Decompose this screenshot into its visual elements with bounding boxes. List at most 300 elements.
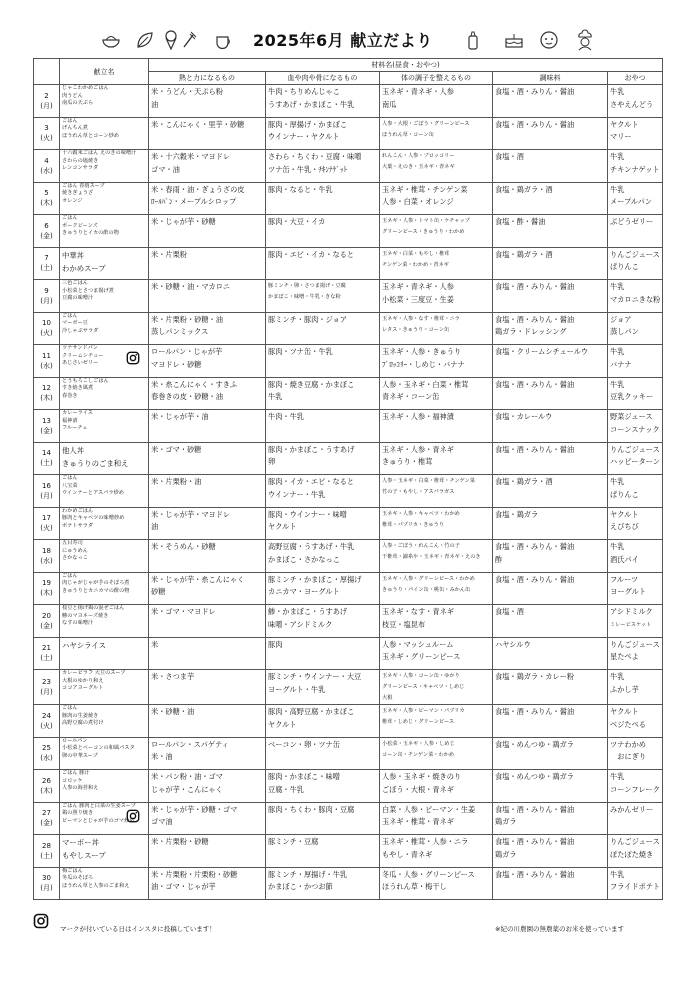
blood-cell: [266, 705, 380, 738]
snack-cell-line: ヨーグルト: [610, 587, 647, 596]
blood-cell-line: 牛肉・牛乳: [268, 412, 304, 421]
blood-cell: [266, 312, 380, 345]
weekday: (水): [40, 361, 53, 370]
weekday: (土): [40, 264, 53, 273]
weekday: (金): [40, 621, 53, 630]
table-row: [34, 540, 663, 573]
blood-cell-line: 鯵・かまぼこ・うすあげ: [268, 607, 348, 616]
menu-cell-line: わかめスープ: [62, 263, 106, 273]
snack-cell-line: えびちび: [610, 522, 639, 531]
snack-cell-line: メープルパン: [610, 197, 652, 206]
cook-icon: [574, 29, 596, 51]
menu-cell: [60, 835, 149, 868]
energy-cell-line: マヨドレ・砂糖: [151, 359, 202, 369]
blood-cell: [266, 637, 380, 670]
body-cell-line: レタス・きゅうり・コーン缶: [382, 326, 450, 333]
energy-cell: [149, 507, 266, 540]
weekday: (月): [40, 884, 53, 893]
weekday: (月): [40, 296, 53, 305]
energy-cell-line: ゴマ油: [151, 817, 173, 826]
blood-cell: [266, 280, 380, 313]
fork-icon: [178, 29, 200, 51]
day-number: 23: [42, 678, 51, 686]
blood-cell: [266, 835, 380, 868]
menu-cell: [60, 312, 149, 345]
energy-cell: [149, 345, 266, 378]
menu-cell: [60, 215, 149, 248]
body-cell-line: 干椎茸・錦糸や・玉ネギ・青ネギ・えのき: [382, 554, 481, 560]
blood-cell-line: 卵: [268, 457, 276, 466]
body-cell: [380, 867, 493, 900]
footer-rice-note: ※紀の川農園の無農薬のお米を使っています: [495, 925, 624, 933]
weekday: (火): [40, 524, 53, 533]
blood-cell: [266, 540, 380, 573]
seasoning-cell: [493, 117, 608, 150]
blood-cell: [266, 215, 380, 248]
energy-cell-line: 米・片栗粉・片栗粉・砂糖: [151, 869, 238, 879]
body-cell: [380, 442, 493, 475]
blood-cell: [266, 247, 380, 280]
body-cell-line: 玉ネギ・人参・ピーマン・パプリカ: [382, 708, 465, 714]
blood-cell: [266, 410, 380, 443]
snack-cell-line: 牛乳: [610, 542, 625, 551]
menu-cell-line: 豚肉の生姜焼き: [62, 712, 99, 719]
seasoning-cell-line: 食塩・酒・みりん・醤油: [495, 87, 575, 96]
table-row: [34, 867, 663, 900]
date-cell: [34, 802, 60, 835]
energy-cell-line: 米・じゃが芋・油: [151, 412, 209, 421]
day-number: 27: [42, 809, 51, 818]
body-cell: [380, 770, 493, 803]
date-cell: [34, 637, 60, 670]
weekday: (木): [40, 589, 53, 598]
weekday: (木): [40, 786, 53, 795]
body-cell: [380, 572, 493, 605]
table-row: [34, 670, 663, 705]
energy-cell-line: 米・十六穀米・マヨドレ: [151, 152, 231, 161]
weekday: (木): [40, 199, 53, 208]
menu-cell-line: 豚肉とキャベツの味噌炒め: [62, 515, 125, 522]
energy-cell-line: 米・そうめん・砂糖: [151, 542, 216, 551]
blood-cell-line: かまぼこ・さかなっこ: [268, 554, 340, 564]
weekday: (金): [40, 231, 53, 240]
body-cell-line: ﾌﾞﾛｯｺﾘｰ・しめじ・バナナ: [382, 359, 465, 369]
menu-cell-line: ごはん: [62, 475, 78, 481]
snack-cell-line: ヤクルト: [610, 119, 639, 129]
body-cell-line: 人参・マッシュルーム: [382, 639, 454, 649]
seasoning-cell-line: 食塩・クリームシチュールウ: [495, 347, 589, 356]
date-cell: [34, 475, 60, 508]
day-number: 30: [42, 874, 51, 883]
snack-cell: [608, 117, 663, 150]
seasoning-cell-line: 食塩・めんつゆ・鶏ガラ: [495, 772, 574, 781]
menu-cell-line: ほうれん草とコーン炒め: [62, 132, 119, 139]
snack-cell-line: コーンスナック: [610, 424, 660, 434]
menu-cell: [60, 85, 149, 118]
snack-cell: [608, 605, 663, 638]
seasoning-cell-line: 食塩・酒・みりん・醤油: [495, 837, 575, 846]
energy-cell: [149, 280, 266, 313]
snack-cell-line: アシドミルク: [610, 607, 653, 616]
menu-cell-line: 鯵のマヨネーズ焼き: [62, 612, 109, 619]
energy-cell-line: 米・じゃが芋・マヨドレ: [151, 509, 231, 519]
seasoning-cell-line: 食塩・めんつゆ・鶏ガラ: [495, 739, 574, 749]
snack-cell-line: おにぎり: [617, 752, 647, 761]
menu-table: [33, 58, 663, 900]
blood-cell-line: ヨーグルト・牛乳: [268, 684, 326, 694]
blood-cell-line: ウインナー・牛乳: [268, 489, 326, 499]
energy-cell: [149, 410, 266, 443]
energy-cell-line: 米・砂糖・油・マカロニ: [151, 282, 231, 291]
blood-cell-line: 豚肉・ツナ缶・牛乳: [268, 347, 333, 356]
snack-cell-line: りんごジュース: [610, 639, 660, 649]
seasoning-header: 調味料: [493, 72, 608, 85]
menu-cell-line: 高野豆腐の煮付け: [62, 720, 104, 727]
day-number: 10: [42, 319, 51, 328]
blood-cell-line: 豚ミンチ・豚肉・ジョア: [268, 314, 347, 324]
blood-cell-line: 牛肉・ちりめんじゃこ: [268, 87, 340, 96]
seasoning-cell-line: 鶏ガラ・ドレッシング: [495, 327, 567, 336]
table-row: [34, 345, 663, 378]
energy-cell-line: 油・ゴマ・じゃが芋: [151, 882, 216, 891]
body-cell-line: 人参・玉ネギ・白菜・椎茸: [382, 379, 469, 389]
seasoning-cell: [493, 247, 608, 280]
seasoning-cell: [493, 507, 608, 540]
date-cell: [34, 312, 60, 345]
snack-cell-line: みかんゼリー: [610, 804, 654, 814]
body-cell-line: チンゲン菜・わかめ・青ネギ: [382, 261, 449, 268]
menu-cell: [60, 770, 149, 803]
table-row: [34, 770, 663, 803]
blood-cell-line: 豚肉・ちくわ・豚肉・豆腐: [268, 804, 355, 814]
seasoning-cell: [493, 540, 608, 573]
footer-instagram-note: マークが付いている日はインスタに投稿しています！: [60, 925, 216, 933]
energy-cell: [149, 705, 266, 738]
energy-cell-line: 米・油: [151, 752, 173, 761]
energy-cell-line: 米・じゃが芋・糸こんにゃく: [151, 574, 245, 584]
day-number: 2: [44, 91, 49, 100]
energy-cell-line: じゃが芋・こんにゃく: [151, 784, 223, 794]
date-cell: [34, 705, 60, 738]
weekday: (水): [40, 556, 53, 565]
page-header: [0, 20, 695, 60]
menu-cell-line: ハヤシライス: [62, 640, 106, 650]
seasoning-cell: [493, 85, 608, 118]
cake-icon: [503, 29, 525, 51]
energy-cell: [149, 182, 266, 215]
menu-cell-line: マーボー丼: [62, 838, 99, 847]
menu-cell-line: 他人丼: [62, 445, 85, 455]
menu-cell-line: 春巻き: [62, 392, 78, 399]
weekday: (月): [40, 491, 53, 500]
snack-cell-line: 牛乳: [610, 347, 625, 356]
seasoning-cell-line: 食塩・鶏ガラ・酒: [495, 249, 553, 259]
body-cell-line: 人参・玉ネギ・白菜・椎茸・チンゲン菜: [382, 478, 475, 484]
blood-cell: [266, 605, 380, 638]
body-cell-line: きゅうり・パイン缶・桃缶・みかん缶: [382, 586, 471, 593]
date-cell: [34, 150, 60, 183]
menu-cell: [60, 377, 149, 410]
snack-cell-line: マカロニきな粉: [610, 294, 661, 304]
energy-cell-line: 米・片栗粉・砂糖: [151, 837, 209, 846]
snack-cell-line: コーンフレーク: [610, 784, 660, 794]
blood-cell-line: かまぼこ・かつお節: [268, 882, 333, 891]
body-cell-line: 玉ネギ・椎茸・チンゲン菜: [382, 184, 468, 194]
body-cell: [380, 312, 493, 345]
blood-cell: [266, 345, 380, 378]
instagram-icon: [126, 809, 140, 823]
snack-cell: [608, 410, 663, 443]
day-number: 11: [42, 351, 51, 360]
blood-cell-line: 味噌・アシドミルク: [268, 619, 333, 629]
snack-cell: [608, 867, 663, 900]
energy-cell: [149, 442, 266, 475]
leaf-icon: [134, 29, 156, 51]
snack-cell-line: りんごジュース: [610, 837, 660, 846]
body-cell-line: 大葉・えのき・玉ネギ・青ネギ: [382, 164, 455, 170]
body-cell-line: 人参・白菜・オレンジ: [382, 197, 454, 206]
table-row: [34, 605, 663, 638]
seasoning-cell: [493, 770, 608, 803]
weekday: (火): [40, 134, 53, 143]
table-row: [34, 280, 663, 313]
date-header: [34, 59, 60, 85]
date-cell: [34, 572, 60, 605]
page-title: 2025年6月 献立だより: [253, 31, 433, 50]
weekday: (木): [40, 394, 53, 403]
blood-cell: [266, 182, 380, 215]
day-number: 16: [42, 481, 51, 490]
menu-cell: [60, 475, 149, 508]
blood-cell-line: 豚ミンチ・卵・さつま揚げ・豆腐: [268, 283, 346, 289]
energy-cell-line: ﾛｰﾙﾊﾟﾝ・メープルシロップ: [151, 197, 237, 206]
body-cell-line: ほうれん草・梅干し: [382, 882, 447, 891]
seasoning-cell: [493, 475, 608, 508]
weekday: (月): [40, 101, 53, 110]
day-number: 20: [42, 611, 51, 620]
blood-cell-line: 豚肉・大豆・イカ: [268, 217, 326, 226]
menu-header: 献立名: [60, 59, 149, 85]
snack-cell: [608, 507, 663, 540]
seasoning-cell: [493, 637, 608, 670]
menu-cell-line: 冷しゃぶサラダ: [62, 327, 99, 334]
body-cell-line: ほうれん草・コーン缶: [382, 131, 434, 138]
energy-cell-line: 米・ゴマ・砂糖: [151, 444, 202, 454]
blood-cell: [266, 802, 380, 835]
date-cell: [34, 280, 60, 313]
baby-bottle-icon: [462, 29, 484, 51]
snack-cell: [608, 280, 663, 313]
seasoning-cell-line: 酢: [495, 554, 503, 564]
menu-cell-line: ごはん: [62, 705, 78, 711]
snack-cell: [608, 85, 663, 118]
energy-cell: [149, 247, 266, 280]
energy-cell: [149, 802, 266, 835]
snack-cell: [608, 540, 663, 573]
blood-cell-line: 豚肉・イカ・エビ・なると: [268, 477, 355, 486]
blood-cell-line: ベーコン・卵・ツナ缶: [268, 739, 340, 749]
snack-cell-line: マリー: [610, 132, 632, 141]
snack-cell-line: 星たべよ: [610, 652, 639, 661]
body-cell: [380, 507, 493, 540]
weekday: (土): [40, 459, 53, 468]
snack-cell: [608, 215, 663, 248]
snack-cell-line: 豆乳クッキー: [610, 392, 654, 401]
menu-cell-line: ポークビーンズ: [62, 222, 98, 229]
seasoning-cell: [493, 410, 608, 443]
seasoning-cell: [493, 705, 608, 738]
seasoning-cell-line: ハヤシルウ: [495, 639, 531, 649]
body-header: 体の調子を整えるもの: [380, 72, 493, 85]
materials-header: 材料名(昼食・おやつ): [149, 59, 663, 72]
menu-cell-line: フルーチェ: [62, 425, 88, 432]
body-cell: [380, 637, 493, 670]
body-cell-line: 玉ネギ・人参・コーン缶・ゆかり: [382, 673, 460, 679]
energy-cell-line: 米・パン粉・油・ゴマ: [151, 772, 223, 781]
table-row: [34, 247, 663, 280]
date-cell: [34, 182, 60, 215]
snack-cell-line: りんごジュース: [610, 444, 660, 454]
snack-cell-line: ハッピーターン: [610, 457, 660, 466]
blood-cell-line: カニカマ・ヨーグルト: [268, 587, 340, 596]
date-cell: [34, 345, 60, 378]
blood-cell-line: 豚肉: [268, 639, 283, 649]
seasoning-cell-line: 食塩・鶏ガラ: [495, 509, 539, 519]
menu-cell: [60, 247, 149, 280]
blood-cell-line: 豚ミンチ・豆腐: [268, 837, 319, 846]
snack-cell: [608, 377, 663, 410]
body-cell: [380, 802, 493, 835]
body-cell: [380, 150, 493, 183]
snack-cell: [608, 637, 663, 670]
snack-cell: [608, 182, 663, 215]
rice-bowl-icon: [100, 29, 122, 51]
day-number: 7: [44, 254, 49, 263]
body-cell-line: グリーンピース・キャベツ・しめじ: [382, 684, 465, 690]
day-number: 5: [44, 189, 49, 198]
body-cell-line: 冬瓜・人参・グリーンピース: [382, 869, 475, 879]
menu-cell-line: じゃこわかめごはん: [62, 85, 109, 91]
energy-cell: [149, 215, 266, 248]
seasoning-cell: [493, 312, 608, 345]
snack-cell-line: べジたべる: [610, 719, 646, 729]
seasoning-cell: [493, 572, 608, 605]
snack-cell-line: さやえんどう: [610, 99, 654, 109]
body-cell-line: 白菜・人参・ピーマン・生姜: [382, 804, 476, 814]
body-cell-line: グリーンピース・きゅうり・わかめ: [382, 229, 465, 235]
weekday: (土): [40, 654, 53, 663]
body-cell-line: 玉ネギ・なす・青ネギ: [382, 607, 454, 616]
body-cell: [380, 117, 493, 150]
table-row: [34, 475, 663, 508]
energy-cell: [149, 737, 266, 770]
weekday: (金): [40, 819, 53, 828]
snack-cell-line: ヤクルト: [610, 707, 639, 716]
snack-cell-line: ふかし芋: [610, 684, 639, 694]
blood-cell-line: ウインナー・ヤクルト: [268, 132, 340, 141]
snack-cell: [608, 572, 663, 605]
menu-cell-line: 人参の海苔和え: [62, 785, 99, 792]
blood-cell: [266, 507, 380, 540]
energy-cell: [149, 540, 266, 573]
day-number: 13: [42, 416, 51, 425]
onigiri-icon: [538, 29, 560, 51]
snack-cell-line: ミレービスケット: [610, 621, 652, 628]
table-row: [34, 507, 663, 540]
body-cell: [380, 345, 493, 378]
body-cell-line: 青ネギ・コーン缶: [382, 392, 440, 401]
menu-cell-line: ほうれん草と人参のごま和え: [62, 882, 130, 889]
menu-cell-line: 梅ごはん: [62, 867, 83, 874]
blood-cell: [266, 377, 380, 410]
blood-cell-line: かまぼこ・味噌・牛乳・きな粉: [268, 294, 341, 300]
menu-cell-line: 豆腐の味噌汁: [62, 295, 94, 302]
table-row: [34, 572, 663, 605]
blood-cell-line: ツナ缶・牛乳・ﾁｷﾝﾅｹﾞｯﾄ: [268, 164, 348, 174]
menu-cell-line: 鶏の照り焼き: [62, 810, 94, 817]
snack-cell-line: 牛乳: [610, 379, 625, 389]
menu-cell-line: 枝豆と揚げ鶏の混ぜごはん: [62, 605, 125, 611]
date-cell: [34, 737, 60, 770]
menu-cell-line: あじさいゼリー: [62, 360, 99, 367]
body-cell: [380, 85, 493, 118]
menu-cell: [60, 345, 149, 378]
menu-cell-line: ごはん 豚汁: [62, 770, 90, 776]
energy-cell: [149, 605, 266, 638]
menu-cell-line: すき焼き風煮: [62, 385, 94, 392]
tea-cup-icon: [213, 29, 235, 51]
seasoning-cell-line: 鶏ガラ: [495, 817, 517, 826]
menu-cell-line: にゅうめん: [62, 547, 88, 554]
snack-cell-line: 牛乳: [610, 477, 625, 486]
body-cell-line: 人参・玉ネギ・焼きのり: [382, 772, 462, 781]
snack-cell: [608, 770, 663, 803]
table-row: [34, 117, 663, 150]
menu-cell: [60, 802, 149, 835]
blood-cell: [266, 867, 380, 900]
body-cell-line: 南瓜: [382, 99, 397, 109]
seasoning-cell-line: 食塩・酒: [495, 152, 524, 161]
seasoning-cell: [493, 215, 608, 248]
snack-cell: [608, 737, 663, 770]
blood-cell-line: 豚肉・なると・牛乳: [268, 184, 333, 194]
body-cell: [380, 410, 493, 443]
energy-cell-line: 米・じゃが芋・砂糖: [151, 217, 216, 226]
menu-cell-line: 三色ごはん: [62, 280, 88, 286]
date-cell: [34, 507, 60, 540]
body-cell: [380, 247, 493, 280]
day-number: 18: [42, 546, 51, 555]
seasoning-cell-line: 食塩・酒・みりん・醤油: [495, 707, 575, 716]
table-row: [34, 637, 663, 670]
menu-cell: [60, 637, 149, 670]
menu-cell-line: 肉うどん: [62, 92, 83, 99]
body-cell-line: 玉ネギ・青ネギ・人参: [382, 87, 454, 96]
snack-cell-line: 牛乳: [610, 184, 625, 194]
energy-cell: [149, 637, 266, 670]
menu-cell-line: ごはん: [62, 572, 78, 579]
blood-cell-line: 豆腐・牛乳: [268, 784, 304, 794]
menu-cell-line: 卵の中華スープ: [62, 752, 98, 759]
body-cell-line: 玉ネギ・人参・グリーンピース・わかめ: [382, 575, 475, 582]
blood-cell: [266, 150, 380, 183]
menu-cell-line: 南瓜の天ぷら: [62, 100, 94, 107]
body-cell-line: 玉ネギ・人参・なす・椎茸・ニラ: [382, 315, 460, 322]
snack-cell-line: 牛乳: [610, 87, 625, 96]
blood-cell-line: 豚肉・エビ・イカ・なると: [268, 249, 355, 259]
date-cell: [34, 770, 60, 803]
seasoning-cell-line: 食塩・鶏ガラ・酒: [495, 477, 553, 486]
